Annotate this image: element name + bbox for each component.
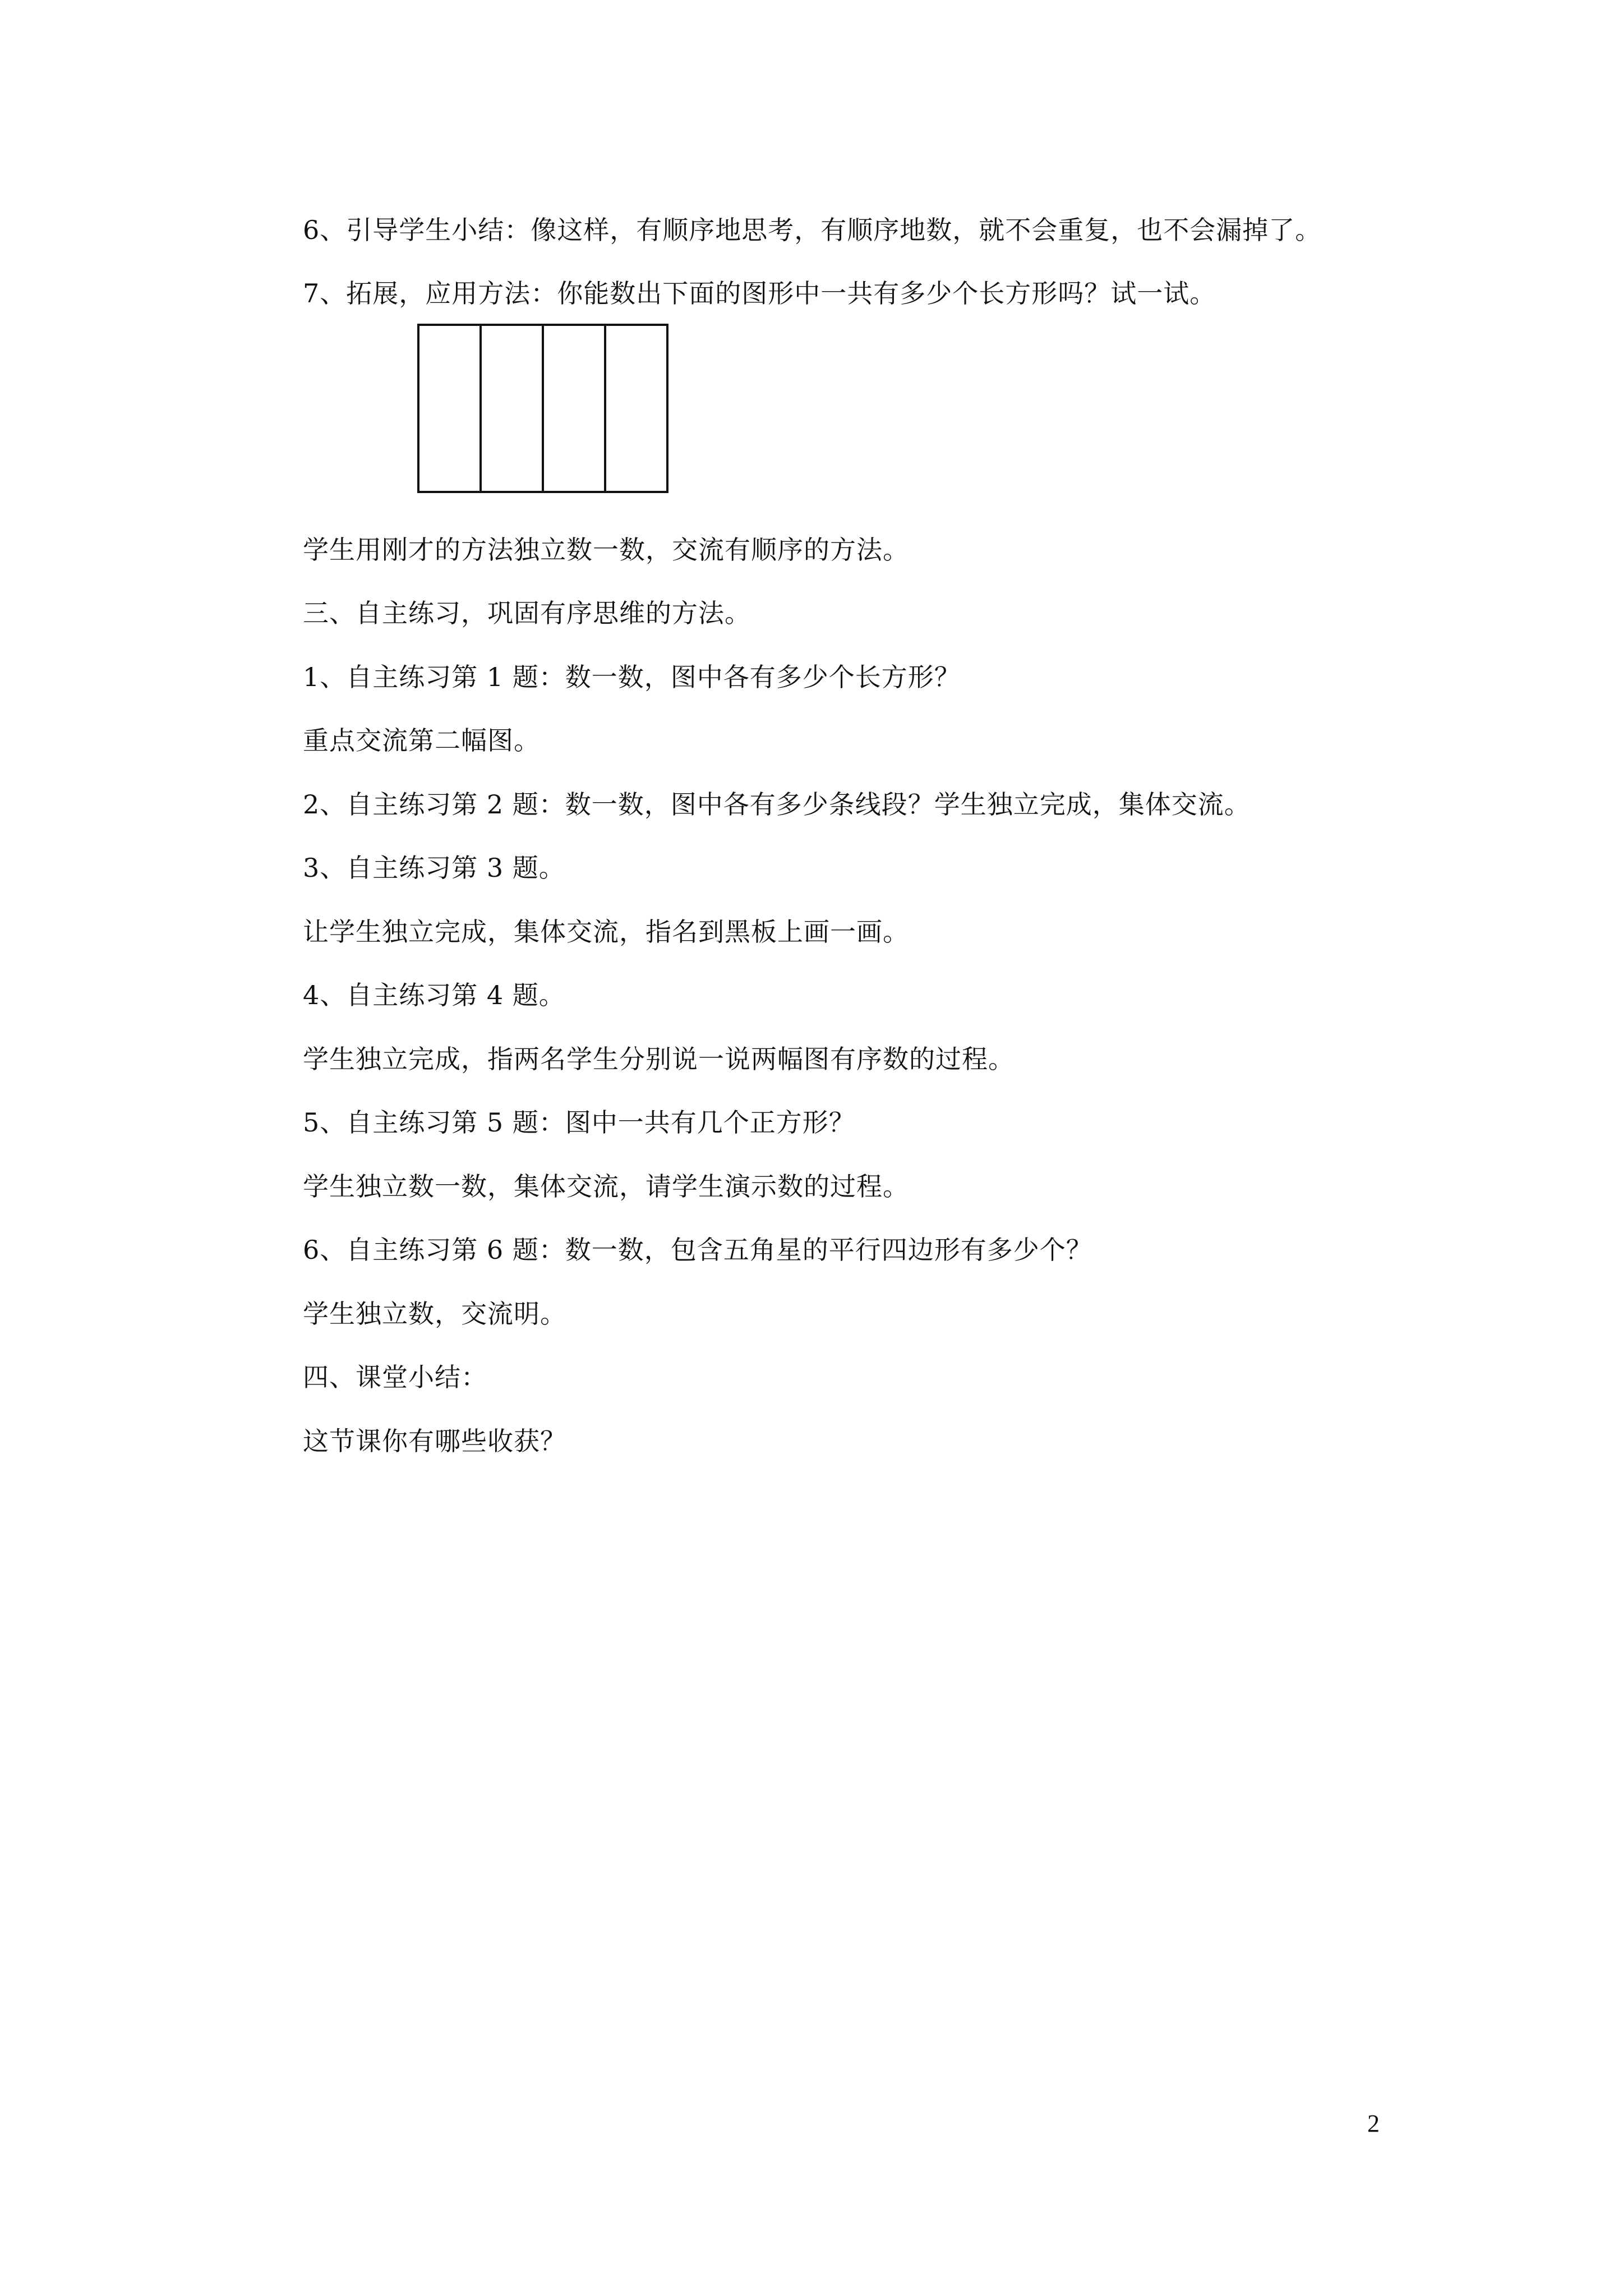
- text-line-practice-6: 6、自主练习第 6 题：数一数，包含五角星的平行四边形有多少个？: [303, 1235, 1092, 1265]
- text-line-practice-4-note: 学生独立完成，指两名学生分别说一说两幅图有序数的过程。: [303, 1044, 1015, 1074]
- text-line-practice-6-note: 学生独立数，交流明。: [303, 1299, 566, 1329]
- text-line-practice-5-note: 学生独立数一数，集体交流，请学生演示数的过程。: [303, 1171, 909, 1202]
- text-line-summary-question: 这节课你有哪些收获？: [303, 1426, 566, 1456]
- text-line-summary: 6、引导学生小结：像这样，有顺序地思考，有顺序地数，就不会重复，也不会漏掉了。: [303, 215, 1322, 245]
- text-line-practice-1-note: 重点交流第二幅图。: [303, 725, 540, 756]
- section-heading-summary: 四、课堂小结：: [303, 1362, 487, 1392]
- text-line-extension: 7、拓展，应用方法：你能数出下面的图形中一共有多少个长方形吗？试一试。: [303, 278, 1216, 309]
- text-line-student-method: 学生用刚才的方法独立数一数，交流有顺序的方法。: [303, 535, 909, 565]
- section-heading-practice: 三、自主练习，巩固有序思维的方法。: [303, 598, 751, 628]
- text-line-practice-2: 2、自主练习第 2 题：数一数，图中各有多少条线段？学生独立完成，集体交流。: [303, 789, 1251, 820]
- text-line-practice-5: 5、自主练习第 5 题：图中一共有几个正方形？: [303, 1107, 855, 1138]
- rectangle-figure: [417, 324, 668, 493]
- text-line-practice-4: 4、自主练习第 4 题。: [303, 980, 565, 1010]
- page-number: 2: [1367, 2110, 1380, 2137]
- text-line-practice-3: 3、自主练习第 3 题。: [303, 853, 565, 883]
- text-line-practice-3-note: 让学生独立完成，集体交流，指名到黑板上画一画。: [303, 917, 909, 947]
- text-line-practice-1: 1、自主练习第 1 题：数一数，图中各有多少个长方形？: [303, 662, 961, 692]
